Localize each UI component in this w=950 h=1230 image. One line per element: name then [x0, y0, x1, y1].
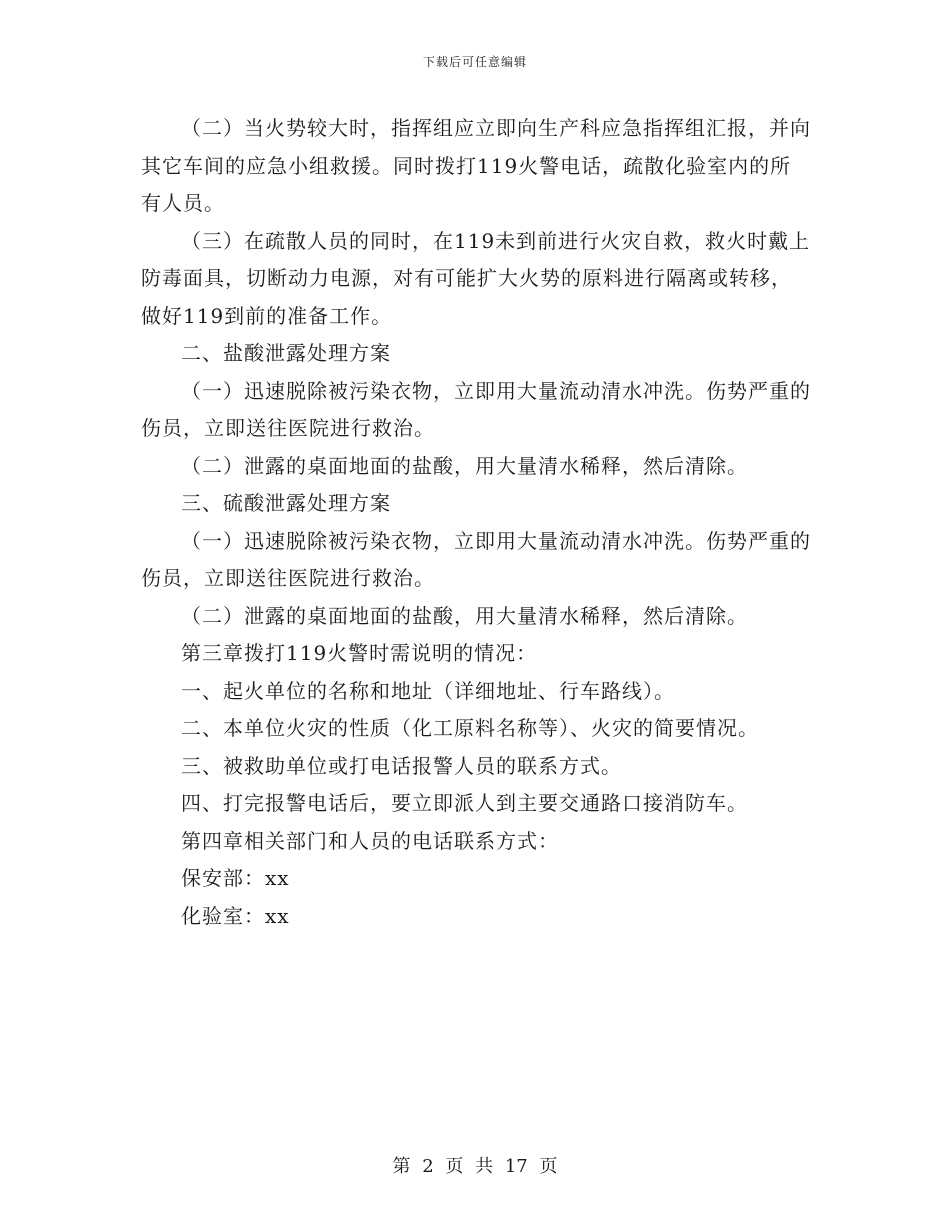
document-body — [141, 110, 811, 935]
page-number: 第 2 页 共 17 页 — [392, 1156, 558, 1177]
list-item-3: 三、被救助单位或打电话报警人员的联系方式。 — [181, 753, 622, 778]
contact-security-department: 保安部：xx — [181, 866, 290, 890]
paragraph-h2so4-step-2: （二）泄露的桌面地面的盐酸，用大量清水稀释，然后清除。 — [181, 603, 748, 628]
heading-hydrochloric-acid-leak: 二、盐酸泄露处理方案 — [181, 341, 391, 365]
list-item-4: 四、打完报警电话后，要立即派人到主要交通路口接消防车。 — [181, 791, 748, 815]
paragraph-hcl-step-1: （一）迅速脱除被污染衣物，立即用大量流动清水冲洗。伤势严重的伤员，立即送往医院进行救治。 — [141, 378, 811, 440]
paragraph-fire-self-rescue: （三）在疏散人员的同时，在119未到前进行火灾自救，救火时戴上防毒面具，切断动力电源，对有可能扩大火势的原料进行隔离或转移，做好119到前的准备工作。 — [141, 228, 811, 328]
list-item-2: 二、本单位火灾的性质（化工原料名称等）、火灾的简要情况。 — [181, 716, 759, 740]
paragraph-fire-report: （二）当火势较大时，指挥组应立即向生产科应急指挥组汇报，并向其它车间的应急小组救援。同时拨打119火警电话，疏散化验室内的所有人员。 — [141, 116, 811, 215]
paragraph-hcl-step-2: （二）泄露的桌面地面的盐酸，用大量清水稀释，然后清除。 — [181, 453, 748, 478]
heading-sulfuric-acid-leak: 三、硫酸泄露处理方案 — [181, 491, 391, 515]
list-item-1: 一、起火单位的名称和地址（详细地址、行车路线）。 — [181, 678, 675, 703]
heading-chapter-4: 第四章相关部门和人员的电话联系方式： — [181, 828, 559, 853]
paragraph-h2so4-step-1: （一）迅速脱除被污染衣物，立即用大量流动清水冲洗。伤势严重的伤员，立即送往医院进行救治。 — [141, 528, 811, 590]
heading-chapter-3: 第三章拨打119火警时需说明的情况： — [181, 641, 538, 665]
contact-laboratory: 化验室：xx — [181, 903, 290, 928]
page-header: 下载后可任意编辑 — [422, 55, 527, 69]
